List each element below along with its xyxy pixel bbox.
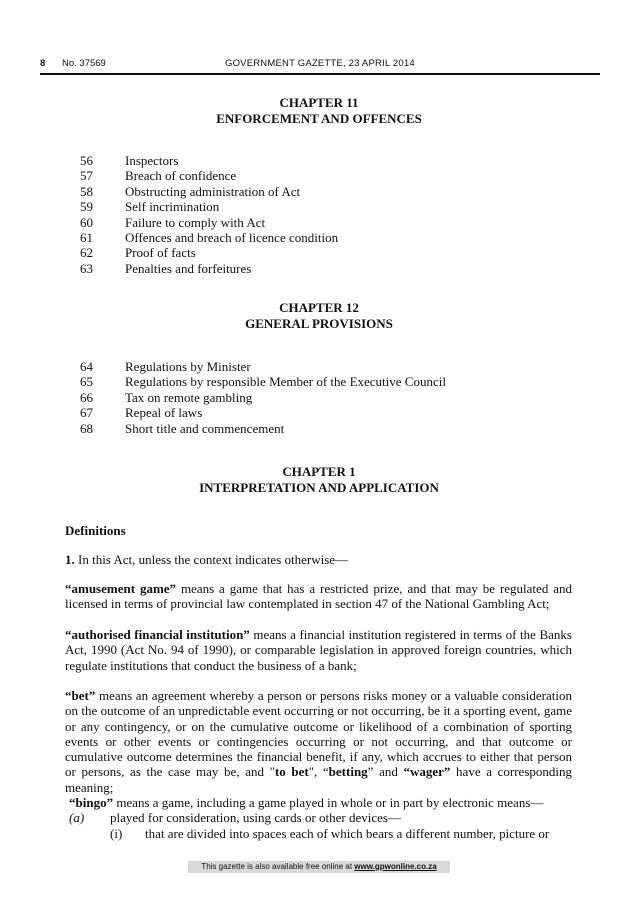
section-number: 59	[80, 199, 93, 215]
section-title: Failure to comply with Act	[125, 214, 266, 230]
defined-term: “authorised financial institution”	[65, 627, 250, 642]
section-title: Repeal of laws	[125, 405, 203, 421]
definition-text: means a game that has a restricted prize, and that may be regulated and licensed in terms of provincial law contemplated in section 47 of the National Gambling Act;	[65, 581, 572, 612]
paragraph-text: played for consideration, using cards or other devices—	[110, 810, 401, 825]
section-title: Regulations by responsible Member of the Executive Council	[125, 374, 446, 390]
defined-term: betting	[328, 764, 368, 780]
subparagraph-text: that are divided into spaces each of which bears a different number, picture or	[145, 826, 550, 841]
definition-authorised-financial-institution	[65, 627, 572, 673]
definition-text: means an agreement whereby a person or persons risks money or a valuable consideration on the outcome of an unpredictable event occurring or not occurring, be it a sporting event, game or any contingency, or on the cumulative outcome or likelihood of a combination of sporting events or other events or contingencies occurring or not occurring, and that outcome or cumulative outcome determines the financial benefit, if any, which accrues to either that person or persons, as the case may be, and "	[65, 688, 572, 780]
section-title: Proof of facts	[125, 245, 196, 261]
paragraph-label: (a)	[69, 810, 85, 825]
chapter-11-title: ENFORCEMENT AND OFFENCES	[216, 111, 422, 126]
section-title: Offences and breach of licence condition	[125, 229, 339, 245]
section-title: Short title and commencement	[125, 420, 285, 436]
gazette-number: No. 37569	[62, 58, 106, 69]
section-1-number: 1.	[65, 552, 75, 567]
gazette-title: GOVERNMENT GAZETTE, 23 APRIL 2014	[225, 58, 415, 69]
definition-amusement-game	[65, 581, 572, 612]
defined-term: “bingo”	[69, 795, 114, 810]
footer-text: This gazette is also available free online at	[201, 862, 355, 871]
definitions-heading: Definitions	[65, 523, 126, 538]
section-title: Obstructing administration of Act	[125, 183, 301, 199]
section-number: 56	[80, 153, 93, 168]
section-number: 58	[80, 183, 93, 199]
defined-term: “amusement game”	[65, 581, 177, 596]
definition-text: have a corresponding meaning;	[65, 764, 572, 795]
definitions-intro	[65, 552, 572, 567]
chapter-1-number: CHAPTER 1	[282, 464, 356, 479]
section-number: 64	[80, 359, 93, 374]
section-number: 68	[80, 420, 93, 436]
defined-term: “wager”	[403, 764, 451, 780]
defined-term: “bet”	[65, 688, 96, 703]
section-number: 62	[80, 245, 93, 261]
definition-bet	[65, 688, 572, 795]
chapter-1-title: INTERPRETATION AND APPLICATION	[199, 480, 439, 495]
definition-bingo	[69, 795, 543, 810]
gpwonline-link[interactable]: www.gpwonline.co.za	[354, 862, 437, 871]
definition-text: means a financial institution registered in terms of the Banks Act, 1990 (Act No. 94 of 1990), or comparable legislation in approved foreign countries, which regulate institutions that conduct the business of a bank;	[65, 627, 572, 673]
section-title: Inspectors	[125, 153, 179, 168]
section-number: 65	[80, 374, 93, 390]
definition-text: ” and	[367, 764, 404, 780]
chapter-11-number: CHAPTER 11	[279, 95, 359, 110]
chapter-12-number: CHAPTER 12	[279, 300, 359, 315]
header-rule	[40, 73, 600, 75]
page-number: 8	[40, 58, 46, 69]
section-title: Breach of confidence	[125, 168, 237, 184]
section-number: 57	[80, 168, 93, 184]
chapter-12-title: GENERAL PROVISIONS	[245, 316, 393, 331]
section-title: Self incrimination	[125, 199, 220, 215]
section-title: Regulations by Minister	[125, 359, 251, 374]
intro-text: In this Act, unless the context indicates otherwise—	[74, 552, 349, 567]
defined-term: to bet	[274, 764, 309, 780]
section-number: 66	[80, 389, 93, 405]
section-number: 67	[80, 405, 93, 421]
section-number: 61	[80, 229, 93, 245]
section-title: Tax on remote gambling	[125, 389, 253, 405]
definition-text: ", “	[308, 764, 329, 780]
section-number: 63	[80, 260, 93, 276]
subparagraph-label: (i)	[110, 826, 123, 841]
footer-banner	[188, 861, 450, 873]
definition-text: means a game, including a game played in whole or in part by electronic means—	[113, 795, 544, 810]
section-title: Penalties and forfeitures	[125, 260, 252, 276]
section-number: 60	[80, 214, 93, 230]
